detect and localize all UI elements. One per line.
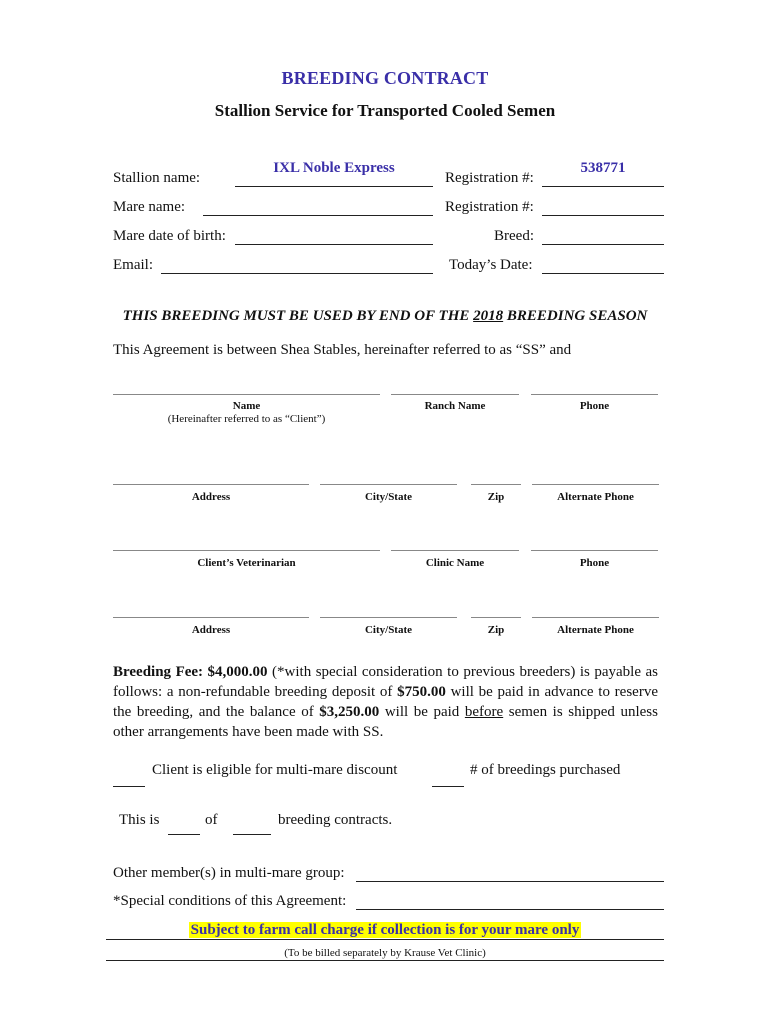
mare-dob-field[interactable] — [235, 244, 433, 245]
stallion-name-field[interactable] — [235, 186, 433, 187]
vet-citystate-caption: City/State — [364, 624, 413, 636]
farm-call-line-1 — [106, 939, 664, 940]
client-zip-caption: Zip — [487, 491, 505, 503]
multi-mare-discount-label: Client is eligible for multi-mare discount — [152, 762, 398, 778]
client-name-note: (Hereinafter referred to as “Client”) — [167, 413, 326, 425]
breeding-fee-label: Breeding Fee: $4,000.00 — [113, 664, 268, 680]
client-zip-field[interactable] — [471, 484, 521, 485]
of-label: of — [205, 812, 218, 828]
client-citystate-caption: City/State — [364, 491, 413, 503]
contract-number-field[interactable] — [168, 834, 200, 835]
ranch-name-caption: Ranch Name — [424, 400, 486, 412]
vet-phone-field[interactable] — [531, 550, 658, 551]
vet-zip-caption: Zip — [487, 624, 505, 636]
mare-name-field[interactable] — [203, 215, 433, 216]
multi-mare-discount-check[interactable] — [113, 786, 145, 787]
farm-call-notice — [106, 921, 664, 939]
vet-address-caption: Address — [191, 624, 231, 636]
registration-field-1[interactable] — [542, 186, 664, 187]
email-label: Email: — [113, 257, 153, 273]
special-conditions-label: *Special conditions of this Agreement: — [113, 893, 347, 909]
farm-call-highlight: Subject to farm call charge if collection is for your mare only — [190, 922, 580, 938]
stallion-name-label: Stallion name: — [113, 170, 201, 186]
breed-label: Breed: — [494, 228, 534, 244]
vet-citystate-field[interactable] — [320, 617, 457, 618]
ranch-name-field[interactable] — [391, 394, 519, 395]
vet-altphone-field[interactable] — [532, 617, 659, 618]
breed-field[interactable] — [542, 244, 664, 245]
farm-call-line-2 — [106, 960, 664, 961]
breeding-contracts-label: breeding contracts. — [278, 812, 393, 828]
client-name-caption: Name — [232, 400, 261, 412]
mare-name-label: Mare name: — [113, 199, 186, 215]
deposit-amount: $750.00 — [397, 684, 446, 700]
clinic-name-field[interactable] — [391, 550, 519, 551]
season-year: 2018 — [473, 308, 504, 324]
before-word: before — [464, 704, 504, 720]
other-members-label: Other member(s) in multi-mare group: — [113, 865, 345, 881]
agreement-intro: This Agreement is between Shea Stables, hereinafter referred to as “SS” and — [113, 342, 572, 358]
clinic-name-caption: Clinic Name — [425, 557, 485, 569]
registration-field-2[interactable] — [542, 215, 664, 216]
mare-dob-label: Mare date of birth: — [113, 228, 226, 244]
todays-date-label: Today’s Date: — [449, 257, 533, 273]
client-name-field[interactable] — [113, 394, 380, 395]
balance-amount: $3,250.00 — [319, 704, 380, 720]
contract-title: BREEDING CONTRACT — [281, 68, 489, 88]
client-altphone-field[interactable] — [532, 484, 659, 485]
registration-label-1: Registration #: — [445, 170, 534, 186]
vet-phone-caption: Phone — [579, 557, 610, 569]
breeding-fee-paragraph: Breeding Fee: $4,000.00 (*with special consideration to previous breeders) is payable as follows: a non-refundable breeding deposit of $750.00 will be paid in advance to reserve the breeding, and the balance of $3,250.00 will be paid before semen is shipped unless other arrangements have been made with SS. — [113, 664, 658, 740]
special-conditions-field[interactable] — [356, 909, 664, 910]
registration-label-2: Registration #: — [445, 199, 534, 215]
farm-call-note: (To be billed separately by Krause Vet Clinic) — [284, 947, 486, 959]
vet-zip-field[interactable] — [471, 617, 521, 618]
client-address-caption: Address — [191, 491, 231, 503]
client-address-field[interactable] — [113, 484, 309, 485]
todays-date-field[interactable] — [542, 273, 664, 274]
vet-name-field[interactable] — [113, 550, 380, 551]
client-citystate-field[interactable] — [320, 484, 457, 485]
contract-subtitle: Stallion Service for Transported Cooled Semen — [214, 101, 556, 120]
client-altphone-caption: Alternate Phone — [557, 491, 634, 503]
contract-total-field[interactable] — [233, 834, 271, 835]
breedings-purchased-field[interactable] — [432, 786, 464, 787]
client-phone-field[interactable] — [531, 394, 658, 395]
vet-name-caption: Client’s Veterinarian — [197, 557, 296, 569]
breedings-purchased-label: # of breedings purchased — [470, 762, 621, 778]
other-members-field[interactable] — [356, 881, 664, 882]
this-is-label: This is — [119, 812, 160, 828]
registration-value-1: 538771 — [580, 160, 626, 176]
client-phone-caption: Phone — [579, 400, 610, 412]
vet-altphone-caption: Alternate Phone — [557, 624, 634, 636]
stallion-name-value: IXL Noble Express — [273, 160, 395, 176]
vet-address-field[interactable] — [113, 617, 309, 618]
season-notice: THIS BREEDING MUST BE USED BY END OF THE 2018 BREEDING SEASON — [122, 308, 648, 324]
email-field[interactable] — [161, 273, 433, 274]
